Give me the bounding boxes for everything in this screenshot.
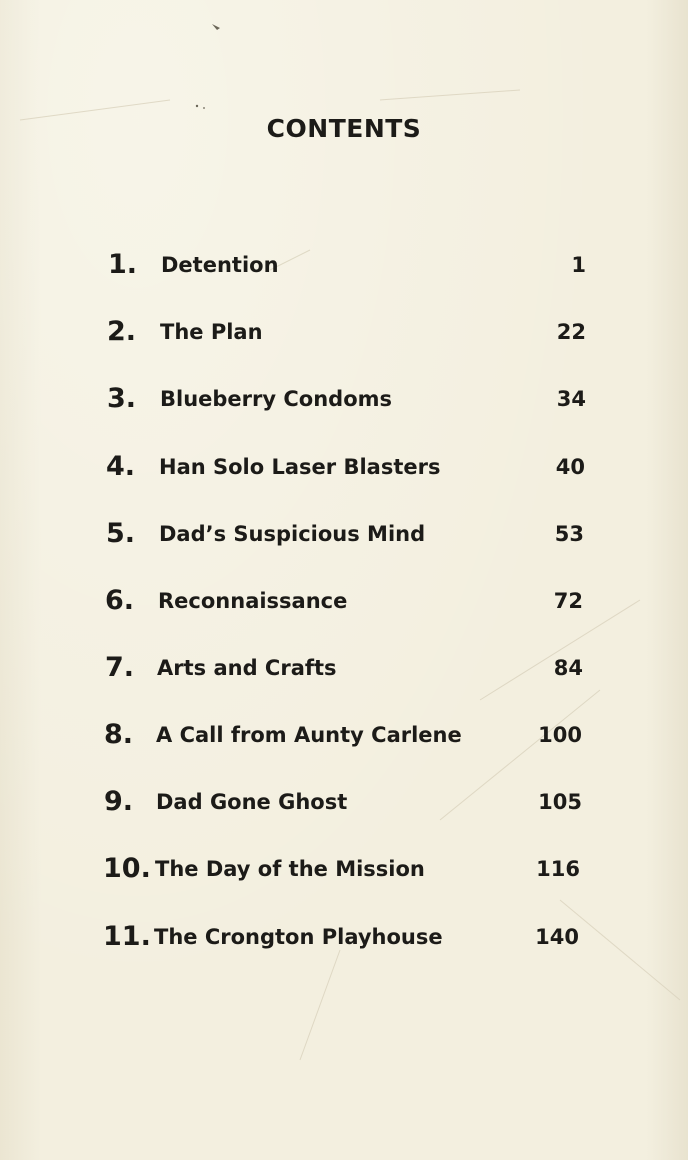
page-number: 84 xyxy=(553,656,583,680)
toc-entry-2 xyxy=(107,315,587,349)
page-number: 105 xyxy=(538,790,582,814)
chapter-number: 5. xyxy=(106,518,136,549)
page-number: 100 xyxy=(538,723,582,747)
toc-entry-7 xyxy=(105,651,585,685)
toc-entry-9 xyxy=(104,785,584,819)
page-title: CONTENTS xyxy=(266,114,422,143)
toc-entry-3 xyxy=(107,382,587,416)
chapter-number: 7. xyxy=(105,652,135,683)
chapter-number: 6. xyxy=(105,585,135,616)
page-number: 1 xyxy=(571,253,586,277)
chapter-number: 10. xyxy=(103,853,151,884)
toc-entry-10 xyxy=(103,852,583,886)
chapter-number: 8. xyxy=(104,719,134,750)
chapter-title: The Crongton Playhouse xyxy=(154,925,443,949)
chapter-title: Dad Gone Ghost xyxy=(156,790,348,814)
chapter-title: Han Solo Laser Blasters xyxy=(159,455,441,479)
page-number: 116 xyxy=(536,857,580,881)
page-number: 22 xyxy=(556,320,586,344)
chapter-title: Blueberry Condoms xyxy=(160,387,393,411)
chapter-title: The Plan xyxy=(160,320,263,344)
toc-entry-11 xyxy=(103,920,583,954)
page-number: 40 xyxy=(555,455,585,479)
chapter-number: 11. xyxy=(103,921,151,952)
chapter-title: Arts and Crafts xyxy=(157,656,337,680)
toc-entry-5 xyxy=(106,517,586,551)
chapter-title: Detention xyxy=(161,253,279,277)
toc-entry-1 xyxy=(108,248,588,282)
chapter-number: 1. xyxy=(108,249,138,280)
chapter-number: 4. xyxy=(106,451,136,482)
chapter-title: The Day of the Mission xyxy=(155,857,425,881)
chapter-number: 2. xyxy=(107,316,137,347)
chapter-number: 9. xyxy=(104,786,134,817)
page-number: 53 xyxy=(554,522,584,546)
chapter-title: Dad’s Suspicious Mind xyxy=(159,522,426,546)
chapter-title: A Call from Aunty Carlene xyxy=(156,723,462,747)
page-number: 72 xyxy=(553,589,583,613)
chapter-title: Reconnaissance xyxy=(158,589,348,613)
page-number: 140 xyxy=(535,925,579,949)
toc-entry-8 xyxy=(104,718,584,752)
toc-entry-6 xyxy=(105,584,585,618)
page-number: 34 xyxy=(556,387,586,411)
toc-entry-4 xyxy=(106,450,586,484)
chapter-number: 3. xyxy=(107,383,137,414)
